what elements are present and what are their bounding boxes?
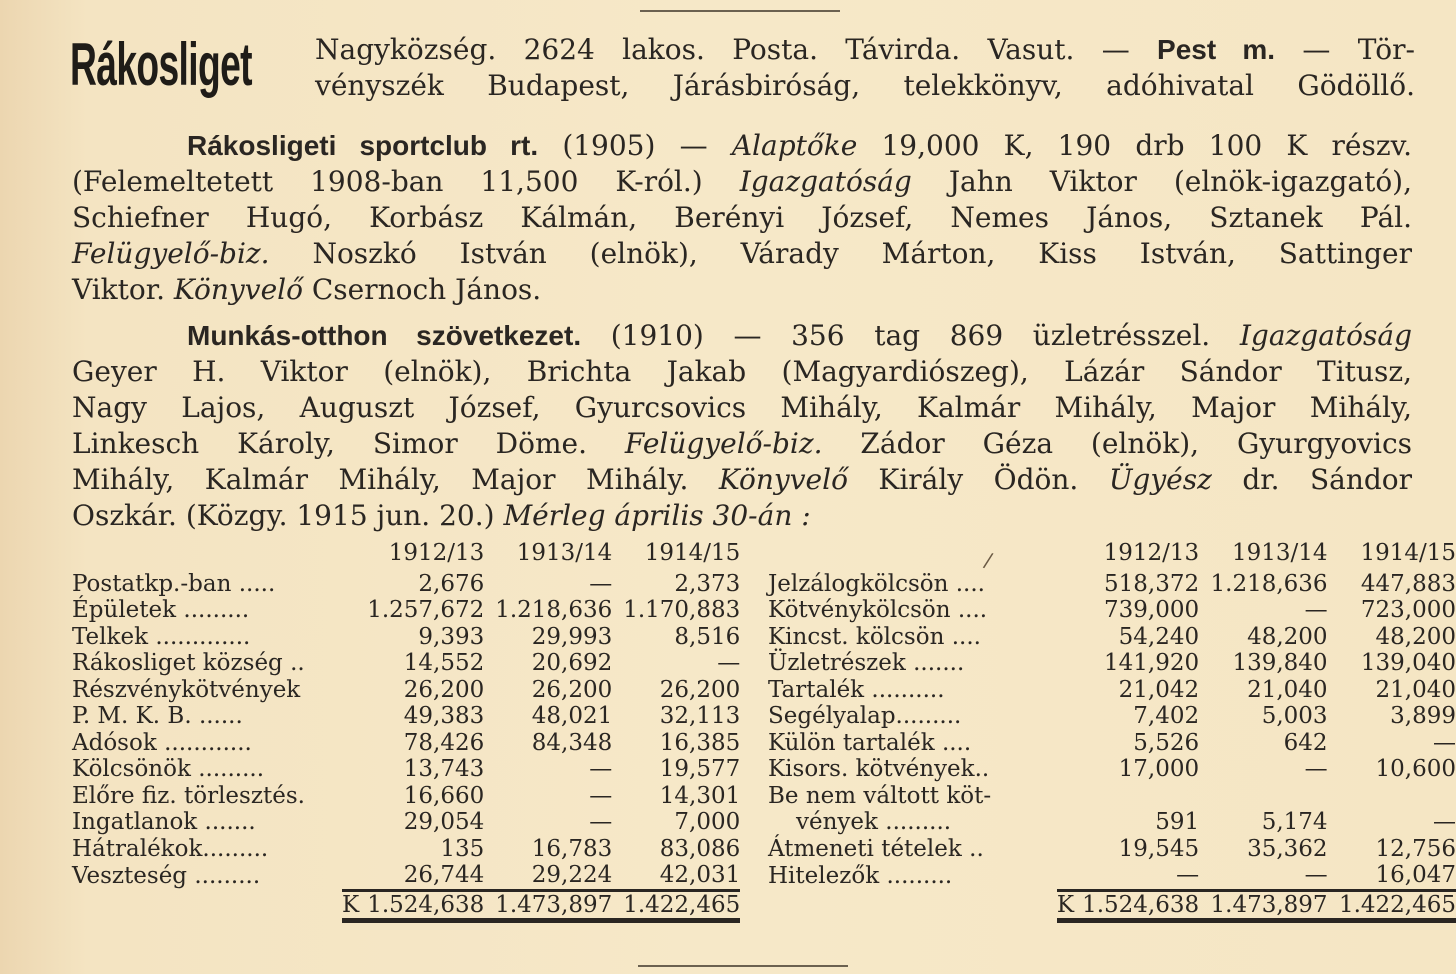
cell-value: 5,174 — [1261, 809, 1328, 835]
cell-value: 83,086 — [659, 835, 741, 862]
total-value — [342, 890, 484, 921]
coop-line-5 — [72, 462, 1412, 498]
cell-value: 1.218,636 — [1210, 570, 1328, 597]
cell-value: 21,040 — [1247, 676, 1328, 703]
cell-value: 26,744 — [403, 862, 485, 888]
liability-row — [768, 862, 1456, 890]
year-header: 1913/14 — [1232, 540, 1328, 566]
balance-label: Mérleg április 30-án : — [503, 499, 811, 532]
row-label: Postatkp.-ban ..... — [72, 570, 276, 597]
cell-value: 16,660 — [403, 782, 485, 809]
row-label: Üzletrészek ....... — [768, 650, 965, 676]
sportclub-capital-note: (Felemeltetett 1908-ban 11,500 K-ról.) — [72, 165, 703, 198]
cell-value: 7,000 — [674, 809, 741, 835]
board-label: Igazgatóság — [1239, 319, 1412, 352]
cell-value: 141,920 — [1104, 650, 1200, 676]
sportclub-name: Rákosligeti sportclub rt. — [187, 130, 539, 161]
total-row — [72, 890, 740, 921]
total-row — [768, 890, 1456, 921]
cell-value: 1.218,636 — [495, 597, 613, 623]
place-desc-line-2: vényszék Budapest, Járásbiróság, telekkönyv, adóhivatal Gödöllő. — [315, 69, 1415, 102]
liability-row — [768, 809, 1456, 836]
cell-value: — — [1176, 862, 1200, 888]
assets-header-row — [72, 540, 740, 571]
cell-value: 21,040 — [1375, 676, 1456, 703]
coop-supervisory: Zádor Géza (elnök), Gyurgyovics — [860, 427, 1413, 460]
asset-row — [72, 836, 740, 863]
row-label: Épületek ......... — [72, 597, 250, 623]
sportclub-board: Jahn Viktor (elnök-igazgató), — [948, 165, 1413, 198]
cell-value: 642 — [1283, 729, 1328, 756]
cell-value: 29,993 — [531, 623, 613, 650]
assets-header-blank — [72, 540, 342, 571]
sportclub-founded: (1905) — — [562, 129, 708, 162]
row-label: Részvénykötvények — [72, 676, 301, 703]
coop-board-end: Linkesch Károly, Simor Döme. — [72, 427, 587, 460]
total-value: 1.422,465 — [612, 890, 740, 921]
asset-row — [72, 703, 740, 730]
total-value — [1057, 890, 1199, 921]
sportclub-supervisory: Noszkó István (elnök), Várady Márton, Kiss István, Sattinger — [312, 237, 1412, 270]
supervisory-label: Felügyelő-biz. — [624, 427, 823, 460]
total-value: 1.422,465 — [1328, 890, 1456, 921]
accountant-label: Könyvelő — [173, 273, 303, 306]
row-label: P. M. K. B. ...... — [72, 703, 243, 729]
coop-line-2: Geyer H. Viktor (elnök), Brichta Jakab (Magyardiószeg), Lázár Sándor Titusz, — [72, 355, 1412, 388]
cell-value: 8,516 — [674, 623, 741, 650]
row-label: Adósok ............ — [72, 729, 252, 756]
place-description — [315, 32, 1415, 104]
prosecutor-label: Ügyész — [1108, 463, 1212, 496]
supervisory-label: Felügyelő-biz. — [72, 237, 270, 270]
coop-line-1 — [72, 318, 1412, 354]
coop-accountant: Király Ödön. — [878, 463, 1079, 496]
bottom-separator-rule — [638, 965, 848, 967]
row-label: Külön tartalék .... — [768, 729, 972, 756]
row-label: Segélyalap......... — [768, 703, 962, 729]
total-blank — [72, 890, 342, 921]
cell-value: — — [717, 650, 741, 676]
assets-table — [72, 540, 740, 923]
cell-value: 49,383 — [403, 703, 485, 729]
liability-row — [768, 783, 1456, 810]
cell-value: 32,113 — [659, 703, 741, 729]
currency-label: K — [342, 891, 360, 918]
year-header: 1913/14 — [516, 540, 613, 566]
liability-row — [768, 650, 1456, 677]
row-label: Ingatlanok ....... — [72, 809, 256, 835]
row-label: Kisors. kötvények.. — [768, 756, 990, 782]
cell-value: 139,040 — [1360, 650, 1456, 676]
cell-value: 29,224 — [531, 862, 613, 888]
row-label: Telkek ............. — [72, 623, 251, 650]
coop-assembly: Oszkár. (Közgy. 1915 jun. 20.) — [72, 499, 495, 532]
cell-value: — — [1304, 756, 1328, 782]
asset-row — [72, 756, 740, 783]
sportclub-line-5 — [72, 272, 1412, 308]
cell-value: 20,692 — [531, 650, 613, 676]
cell-value: 26,200 — [659, 676, 741, 703]
cell-value: 1.257,672 — [367, 597, 485, 623]
cell-value: 5,526 — [1133, 729, 1200, 756]
cell-value: 78,426 — [403, 729, 485, 756]
coop-line-3: Nagy Lajos, Auguszt József, Gyurcsovics Mihály, Kalmár Mihály, Major Mihály, — [72, 391, 1412, 424]
cell-value: — — [589, 782, 613, 809]
liability-row — [768, 703, 1456, 730]
cell-value: — — [1433, 809, 1456, 835]
asset-row — [72, 730, 740, 757]
sportclub-line-1 — [72, 128, 1412, 164]
liability-row — [768, 624, 1456, 651]
cell-value: 10,600 — [1375, 756, 1456, 782]
coop-name: Munkás-otthon szövetkezet. — [187, 320, 582, 351]
liabilities-header-row — [768, 540, 1456, 571]
row-label: Kincst. kölcsön .... — [768, 623, 981, 650]
place-name: Rákosliget — [70, 31, 252, 98]
year-header: 1914/15 — [1360, 540, 1456, 566]
cell-value: 13,743 — [403, 756, 485, 782]
cell-value: 518,372 — [1104, 570, 1200, 597]
print-mark: / — [982, 547, 995, 573]
sportclub-entry — [72, 128, 1412, 308]
row-label: Jelzálogkölcsön .... — [768, 570, 985, 597]
cell-value: 7,402 — [1133, 703, 1200, 729]
row-label: Tartalék .......... — [768, 676, 945, 703]
cell-value: — — [589, 570, 613, 597]
coop-supervisory-end: Mihály, Kalmár Mihály, Major Mihály. — [72, 463, 689, 496]
currency-label: K — [1056, 891, 1075, 918]
liability-row — [768, 571, 1456, 598]
cell-value — [1199, 783, 1327, 810]
asset-row — [72, 571, 740, 598]
liability-row — [768, 597, 1456, 624]
cell-value: 48,200 — [1247, 623, 1328, 650]
cell-value: 14,552 — [403, 650, 485, 676]
cell-value: 19,577 — [659, 756, 741, 782]
cell-value: 19,545 — [1118, 835, 1200, 862]
asset-row — [72, 809, 740, 836]
cell-value: 3,899 — [1390, 703, 1456, 729]
liabilities-table — [768, 540, 1456, 923]
row-label: Hitelezők ......... — [768, 862, 953, 889]
asset-row — [72, 677, 740, 704]
cell-value: 26,200 — [403, 676, 485, 703]
year-header: 1912/13 — [388, 540, 485, 566]
cell-value: 84,348 — [531, 729, 613, 756]
cell-value: 12,756 — [1375, 835, 1456, 862]
cell-value: 135 — [440, 835, 485, 862]
cell-value: 16,047 — [1375, 862, 1456, 888]
row-label: Kötvénykölcsön .... — [768, 597, 988, 623]
cell-value: 1.170,883 — [623, 597, 741, 623]
year-header: 1914/15 — [644, 540, 741, 566]
cell-value: 9,393 — [418, 623, 485, 650]
total-blank — [768, 890, 1057, 921]
cell-value: 447,883 — [1360, 570, 1456, 597]
year-header: 1912/13 — [1103, 540, 1200, 566]
sportclub-line-2 — [72, 164, 1412, 200]
coop-line-6 — [72, 498, 1412, 534]
liabilities-header-blank — [768, 540, 1057, 571]
cell-value: 48,021 — [531, 703, 613, 729]
sportclub-line-4 — [72, 236, 1412, 272]
row-label: Átmeneti tételek .. — [768, 835, 984, 862]
cell-value — [1057, 783, 1199, 810]
asset-row — [72, 597, 740, 624]
sportclub-supervisory-end: Viktor. — [72, 273, 165, 306]
cell-value: 48,200 — [1375, 623, 1456, 650]
cell-value — [1328, 783, 1456, 810]
sportclub-line-3: Schiefner Hugó, Korbász Kálmán, Berényi József, Nemes János, Sztanek Pál. — [72, 201, 1412, 234]
row-label: Veszteség ......... — [72, 862, 261, 889]
cell-value: 591 — [1155, 809, 1200, 835]
cell-value: 2,373 — [674, 570, 741, 597]
cell-value: 723,000 — [1360, 597, 1456, 623]
coop-prosecutor: dr. Sándor — [1242, 463, 1413, 496]
cell-value: 16,783 — [531, 835, 613, 862]
cell-value: 35,362 — [1247, 835, 1328, 862]
asset-row — [72, 783, 740, 810]
total-value: 1.473,897 — [1199, 890, 1327, 921]
cell-value: 29,054 — [403, 809, 485, 835]
cell-value: 14,301 — [659, 782, 741, 809]
liability-row — [768, 756, 1456, 783]
cell-value: 54,240 — [1118, 623, 1200, 650]
cell-value: — — [589, 756, 613, 782]
row-label: Rákosliget község .. — [72, 650, 305, 676]
total-amount: 1.524,638 — [1082, 891, 1200, 918]
cell-value: 739,000 — [1104, 597, 1200, 623]
cell-value: — — [1433, 729, 1456, 756]
cell-value: — — [1304, 597, 1328, 623]
coop-line-4 — [72, 426, 1412, 462]
coop-founded-members: (1910) — 356 tag 869 üzletrésszel. — [610, 319, 1211, 352]
cell-value: 42,031 — [659, 862, 741, 888]
total-amount: 1.524,638 — [367, 891, 485, 918]
asset-row — [72, 624, 740, 651]
row-label: Előre fiz. törlesztés. — [72, 782, 305, 809]
court-prefix: — Tör- — [1302, 33, 1416, 66]
row-label: Kölcsönök ......... — [72, 756, 265, 782]
asset-row — [72, 862, 740, 890]
cell-value: 5,003 — [1261, 703, 1328, 729]
liability-row — [768, 836, 1456, 863]
cell-value: 26,200 — [531, 676, 613, 703]
row-label: vények ......... — [796, 809, 952, 835]
top-separator-rule — [640, 10, 840, 12]
cell-value: 2,676 — [418, 570, 485, 597]
asset-row — [72, 650, 740, 677]
cell-value: — — [1304, 862, 1328, 888]
county-name: Pest m. — [1157, 34, 1276, 65]
sportclub-accountant: Csernoch János. — [311, 273, 542, 306]
capital-label: Alaptőke — [731, 129, 858, 162]
cell-value: — — [589, 809, 613, 835]
row-label: Be nem váltott köt- — [768, 782, 992, 809]
sportclub-capital: 19,000 K, 190 drb 100 K részv. — [881, 129, 1412, 162]
place-facts: Nagyközség. 2624 lakos. Posta. Távirda. Vasut. — — [315, 33, 1130, 66]
cell-value: 16,385 — [659, 729, 741, 756]
row-label: Hátralékok......... — [72, 835, 269, 862]
liability-row — [768, 730, 1456, 757]
place-desc-line-1 — [315, 32, 1415, 68]
total-value: 1.473,897 — [484, 890, 612, 921]
accountant-label: Könyvelő — [718, 463, 848, 496]
cell-value: 21,042 — [1118, 676, 1200, 703]
cell-value: 17,000 — [1118, 756, 1200, 782]
board-label: Igazgatóság — [739, 165, 912, 198]
liability-row — [768, 677, 1456, 704]
cell-value: 139,840 — [1232, 650, 1328, 676]
cooperative-entry — [72, 318, 1412, 534]
